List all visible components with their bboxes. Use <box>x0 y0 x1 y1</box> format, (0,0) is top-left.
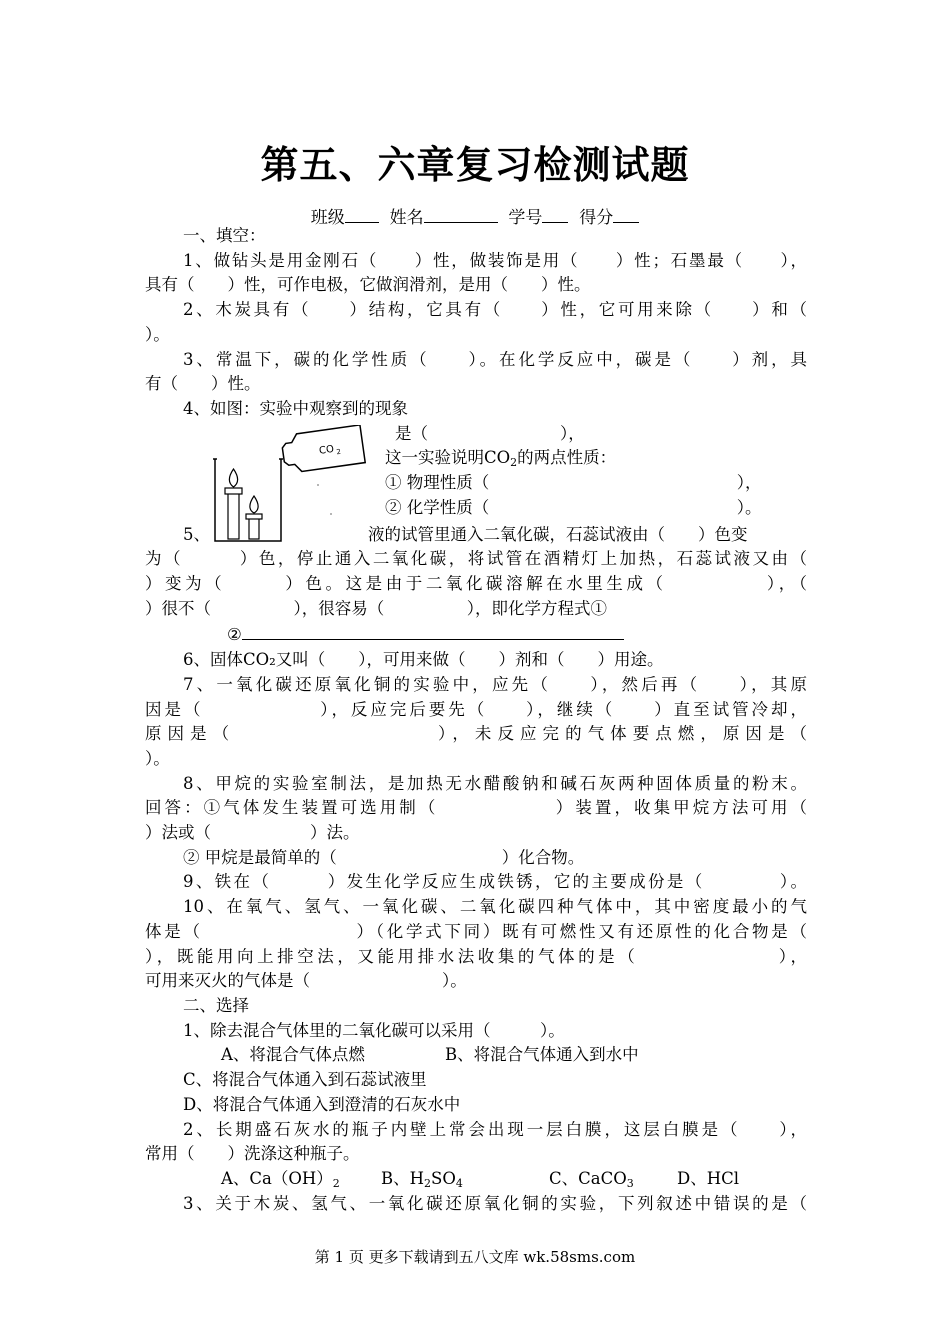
co2-bottle-label-subscript: 2 <box>335 447 342 457</box>
number-label: 学号 <box>508 208 543 228</box>
q7-line3: 原因是（ ），未反应完的气体要点燃，原因是（ <box>145 724 807 744</box>
q4-phenomenon: 是（ ）， <box>395 423 585 443</box>
q10-line1: 10、在氧气、氢气、一氧化碳、二氧化碳四种气体中，其中密度最小的气 <box>183 897 807 917</box>
q8-line4: ② 甲烷是最简单的（ ）化合物。 <box>183 847 585 867</box>
q8-line2: 回答：①气体发生装置可选用制（ ）装置，收集甲烷方法可用（ <box>145 798 807 818</box>
s2-q3: 3、关于木炭、氢气、一氧化碳还原氧化铜的实验，下列叙述中错误的是（ <box>183 1193 807 1213</box>
class-label: 班级 <box>310 208 345 228</box>
s2-q2-option-b-sub1: 2 <box>424 1176 432 1190</box>
s2-q1-option-a[interactable]: A、将混合气体点燃 <box>221 1045 365 1065</box>
name-label: 姓名 <box>389 208 424 228</box>
q3-line1: 3、常温下，碳的化学性质（ ）。在化学反应中，碳是（ ）剂，具 <box>183 349 807 369</box>
page-footer: 第 1 页 更多下载请到五八文库 wk.58sms.com <box>314 1248 636 1266</box>
q4-chemical-property: ② 化学性质（ ）。 <box>385 497 762 517</box>
number-blank[interactable] <box>542 206 568 223</box>
q5-circle-two: ② <box>227 625 242 645</box>
q7-line2: 因是（ ），反应完后要先（ ），继续（ ）直至试管冷却， <box>145 699 807 719</box>
q6: 6、固体CO₂又叫（ ），可用来做（ ）剂和（ ）用途。 <box>183 650 664 670</box>
s2-q2-option-c[interactable] <box>511 1167 677 1192</box>
q8-line3: ）法或（ ）法。 <box>145 823 360 843</box>
co2-subscript: 2 <box>510 456 518 470</box>
q2-line2: ）。 <box>145 324 170 344</box>
co2-pouring-apparatus-diagram <box>213 425 373 547</box>
q5-line4: ）很不（ ），很容易（ ），即化学方程式① <box>145 598 607 618</box>
q1-line1: 1、做钻头是用金刚石（ ）性，做装饰是用（ ）性；石墨最（ ）， <box>183 250 807 270</box>
q4-figure-row <box>145 422 807 546</box>
q5-line2: 为（ ）色，停止通入二氧化碳，将试管在酒精灯上加热，石蕊试液又由（ <box>145 549 807 569</box>
q4-intro-text: 这一实验说明 <box>385 448 484 468</box>
s2-q2-option-a-sub: 2 <box>332 1176 340 1190</box>
q5-equation-blank[interactable] <box>242 621 624 640</box>
s2-q1-option-c[interactable]: C、将混合气体通入到石蕊试液里 <box>183 1070 427 1090</box>
page-title: 第五、六章复习检测试题 <box>260 143 690 187</box>
s2-q2-option-b[interactable] <box>343 1167 511 1192</box>
s2-q2-option-b-text: B、H <box>381 1168 425 1188</box>
s2-q2-option-b-mid: SO <box>431 1168 456 1188</box>
name-blank[interactable] <box>424 206 498 223</box>
s2-q2-option-a-text: A、Ca（OH） <box>221 1168 333 1188</box>
section2-heading: 二、选择 <box>183 995 249 1015</box>
q5-line5 <box>145 621 807 648</box>
q4-properties-intro <box>385 446 807 471</box>
q10-line4: 可用来灭火的气体是（ ）。 <box>145 971 467 991</box>
s2-q2-option-d[interactable]: D、HCl <box>677 1168 740 1188</box>
s2-q1: 1、除去混合气体里的二氧化碳可以采用（ ）。 <box>183 1020 565 1040</box>
q4-intro: 4、如图：实验中观察到的现象 <box>183 398 408 418</box>
s2-q2-line1: 2、长期盛石灰水的瓶子内壁上常会出现一层白膜，这层白膜是（ ）， <box>183 1119 807 1139</box>
s2-q1-options-ab <box>145 1043 807 1068</box>
q8-line1: 8、甲烷的实验室制法，是加热无水醋酸钠和碱石灰两种固体质量的粉末。 <box>183 773 807 793</box>
s2-q2-option-a[interactable] <box>183 1167 343 1192</box>
s2-q1-option-d[interactable]: D、将混合气体通入到澄清的石灰水中 <box>183 1094 461 1114</box>
q5-number: 5、 <box>183 524 210 544</box>
q7-line4: ）。 <box>145 748 170 768</box>
q5-line3: ）变为（ ）色。这是由于二氧化碳溶解在水里生成（ ），（ <box>145 574 807 594</box>
q1-line2: 具有（ ）性，可作电极，它做润滑剂，是用（ ）性。 <box>145 275 591 295</box>
s2-q2-line2: 常用（ ）洗涤这种瓶子。 <box>145 1144 360 1164</box>
s2-q2-option-c-sub: 3 <box>626 1176 634 1190</box>
class-blank[interactable] <box>345 206 379 223</box>
s2-q2-options <box>145 1167 807 1192</box>
q9: 9、铁在（ ）发生化学反应生成铁锈，它的主要成份是（ ）。 <box>183 872 807 892</box>
s2-q1-option-b[interactable]: B、将混合气体通入到水中 <box>445 1045 639 1065</box>
exam-content <box>145 224 807 1216</box>
q4-answer-block <box>385 422 807 521</box>
q10-line2: 体是（ ）（化学式下同）既有可燃性又有还原性的化合物是（ <box>145 921 807 941</box>
q2-line1: 2、木炭具有（ ）结构，它具有（ ）性，它可用来除（ ）和（ <box>183 300 807 320</box>
q5-line1-text: 液的试管里通入二氧化碳，石蕊试液由（ ）色变 <box>368 524 748 544</box>
score-label: 得分 <box>579 208 614 228</box>
score-blank[interactable] <box>613 206 639 223</box>
s2-q2-option-b-sub2: 4 <box>455 1176 463 1190</box>
co2-bottle-label: CO <box>318 443 335 457</box>
s2-q2-option-c-text: C、CaCO <box>549 1168 627 1188</box>
q4-physical-property: ① 物理性质（ ）， <box>385 473 762 493</box>
q7-line1: 7、一氧化碳还原氧化铜的实验中，应先（ ），然后再（ ），其原 <box>183 674 807 694</box>
q10-line3: ），既能用向上排空法，又能用排水法收集的气体的是（ ）， <box>145 946 807 966</box>
co2-formula: CO <box>484 448 511 468</box>
section1-heading: 一、填空： <box>183 226 266 245</box>
q4-intro-tail: 的两点性质： <box>517 448 617 468</box>
q3-line2: 有（ ）性。 <box>145 374 261 394</box>
